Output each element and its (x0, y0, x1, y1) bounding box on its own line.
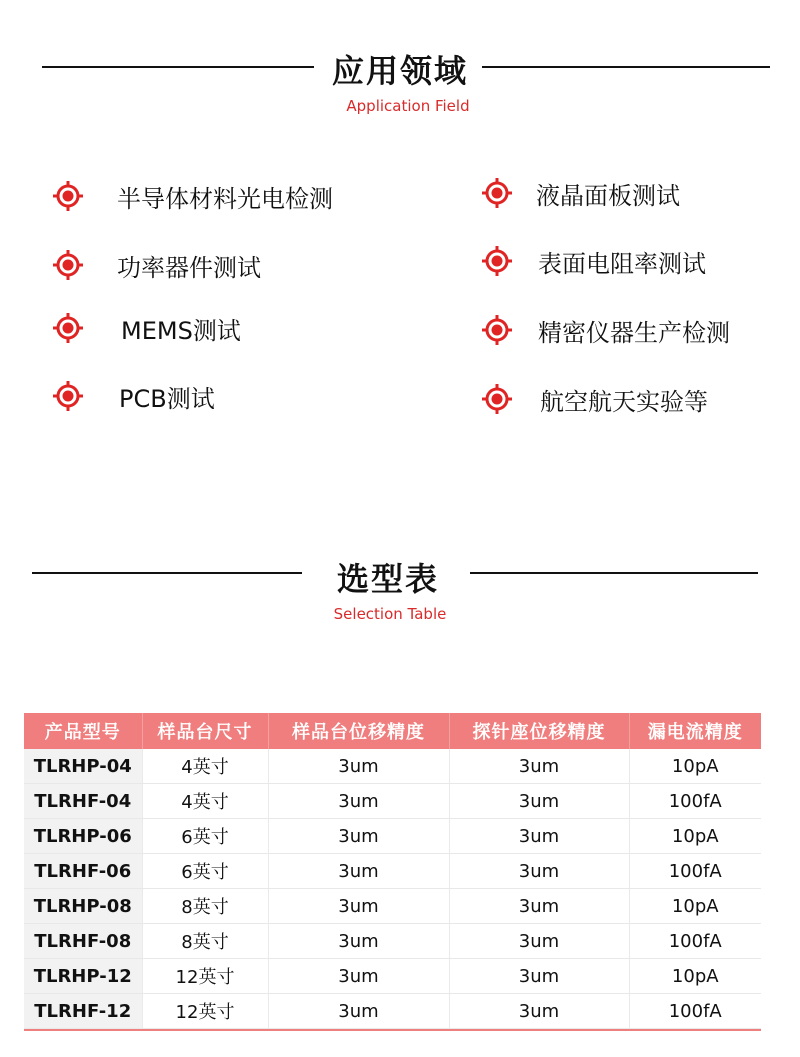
table-cell: 3um (449, 854, 629, 889)
column-header: 样品台尺寸 (142, 713, 268, 749)
table-cell: 10pA (629, 959, 761, 994)
table-row (24, 924, 761, 959)
table-row (24, 959, 761, 994)
table-row (24, 889, 761, 924)
table-cell: 3um (449, 994, 629, 1029)
table-cell: 3um (268, 784, 449, 819)
table-cell: 100fA (629, 854, 761, 889)
model-cell: TLRHP-08 (24, 889, 142, 924)
section-title: 应用领域 (331, 52, 468, 90)
table-cell: 3um (268, 994, 449, 1029)
table-row (24, 994, 761, 1029)
table-cell: 10pA (629, 749, 761, 784)
table-row (24, 854, 761, 889)
table-cell: 6英寸 (142, 819, 268, 854)
model-cell: TLRHF-06 (24, 854, 142, 889)
table-row (24, 784, 761, 819)
application-label: 功率器件测试 (117, 253, 261, 282)
table-header-row (24, 713, 761, 749)
table-cell: 4英寸 (142, 784, 268, 819)
column-header: 产品型号 (24, 713, 142, 749)
column-header: 探针座位移精度 (449, 713, 629, 749)
application-label: 航空航天实验等 (540, 387, 708, 416)
table-cell: 4英寸 (142, 749, 268, 784)
table-cell: 3um (268, 854, 449, 889)
table-cell: 10pA (629, 819, 761, 854)
selection-table (24, 713, 761, 1031)
model-cell: TLRHP-12 (24, 959, 142, 994)
table-cell: 3um (449, 784, 629, 819)
table-cell: 3um (268, 749, 449, 784)
table-cell: 3um (268, 959, 449, 994)
table-row (24, 749, 761, 784)
table-cell: 3um (268, 889, 449, 924)
section-title: 选型表 (336, 560, 439, 598)
table-cell: 3um (449, 749, 629, 784)
model-cell: TLRHF-12 (24, 994, 142, 1029)
table-cell: 8英寸 (142, 924, 268, 959)
section-subtitle: Application Field (346, 97, 470, 115)
table-cell: 8英寸 (142, 889, 268, 924)
application-label: 液晶面板测试 (536, 181, 680, 210)
table-cell: 3um (449, 924, 629, 959)
column-header: 漏电流精度 (629, 713, 761, 749)
table-cell: 100fA (629, 924, 761, 959)
section-subtitle: Selection Table (333, 605, 447, 623)
table-cell: 12英寸 (142, 994, 268, 1029)
table-cell: 3um (268, 924, 449, 959)
table-cell: 3um (449, 959, 629, 994)
table-cell: 3um (449, 889, 629, 924)
model-cell: TLRHF-08 (24, 924, 142, 959)
model-cell: TLRHP-04 (24, 749, 142, 784)
table-cell: 6英寸 (142, 854, 268, 889)
model-cell: TLRHF-04 (24, 784, 142, 819)
table-cell: 100fA (629, 994, 761, 1029)
table-cell: 3um (268, 819, 449, 854)
application-label: 表面电阻率测试 (538, 249, 706, 278)
table-cell: 100fA (629, 784, 761, 819)
table-cell: 10pA (629, 889, 761, 924)
application-label: 精密仪器生产检测 (538, 318, 730, 347)
model-cell: TLRHP-06 (24, 819, 142, 854)
table-row (24, 819, 761, 854)
table-cell: 12英寸 (142, 959, 268, 994)
application-label: 半导体材料光电检测 (117, 184, 333, 213)
column-header: 样品台位移精度 (268, 713, 449, 749)
application-label: MEMS测试 (121, 316, 241, 345)
application-label: PCB测试 (119, 384, 215, 413)
table-cell: 3um (449, 819, 629, 854)
